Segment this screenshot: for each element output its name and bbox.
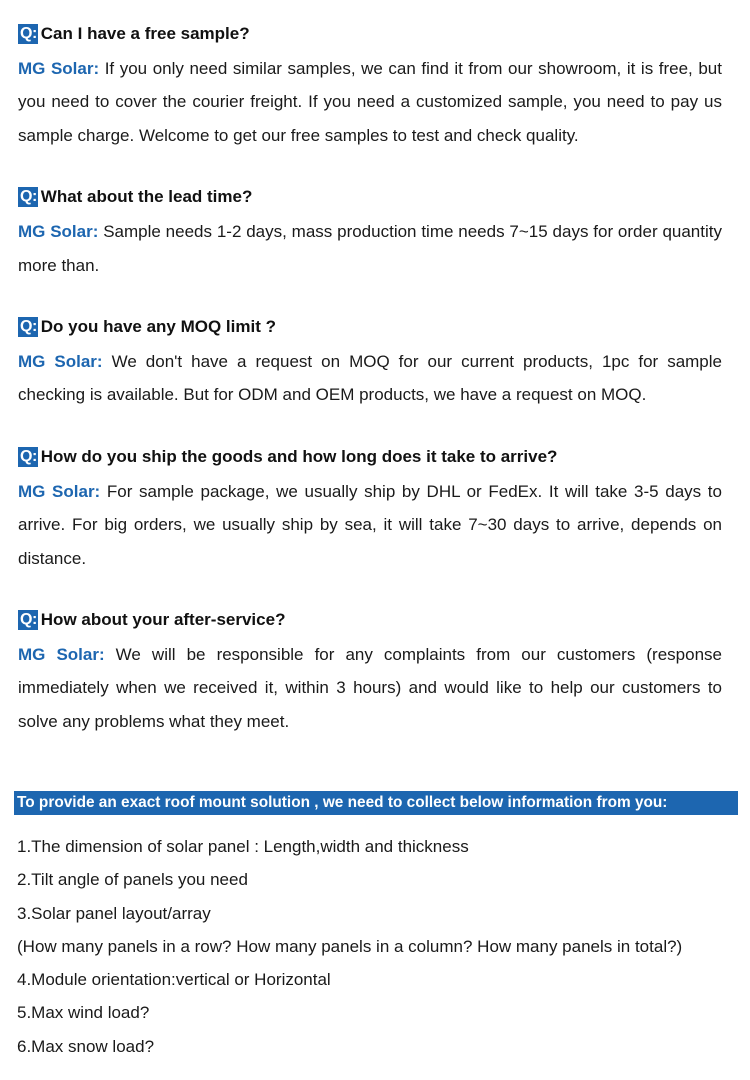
q-badge: Q: [20,447,37,465]
answer-text: We will be responsible for any complaints from our customers (response immediately when we received it, within 3 hours) and would like to help our customers to solve any problems what they meet. [18,645,722,731]
info-request-list [17,830,737,1063]
faq-answer [18,475,722,575]
list-item: 6.Max snow load? [17,1036,155,1056]
answer-text: For sample package, we usually ship by DHL or FedEx. It will take 3-5 days to arrive. For big orders, we usually ship by sea, it will take 7~30 days to arrive, depends on distance. [18,481,722,568]
faq-item-after-service [18,608,722,738]
list-item: 2.Tilt angle of panels you need [17,870,248,890]
faq-item-lead-time [18,185,722,282]
faq-item-free-sample [18,22,722,152]
list-item: 5.Max wind load? [17,1003,150,1023]
faq-item-moq [18,315,722,412]
faq-question [18,315,722,339]
q-badge: Q: [20,25,37,42]
question-text: Do you have any MOQ limit ? [40,317,276,337]
info-request-banner: To provide an exact roof mount solution , we need to collect below information from you: [14,791,738,815]
answer-label: MG Solar: [18,352,103,372]
faq-answer [18,638,722,738]
list-item: 3.Solar panel layout/array [17,903,211,923]
q-badge: Q: [20,318,37,336]
faq-question [18,22,722,46]
faq-question [18,185,722,209]
answer-text: If you only need similar samples, we can find it from our showroom, it is free, but you need to cover the courier freight. If you need a customized sample, you need to pay us sample charge. Welcome to get our free samples to test and check quality. [18,59,722,145]
answer-label: MG Solar: [18,481,101,501]
answer-text: We don't have a request on MOQ for our current products, 1pc for sample checking is available. But for ODM and OEM products, we have a request on MOQ. [18,352,722,405]
faq-list [18,22,722,771]
question-text: How about your after-service? [40,610,286,630]
list-item: (How many panels in a row? How many panels in a column? How many panels in total?) [17,936,683,956]
question-text: How do you ship the goods and how long does it take to arrive? [40,446,558,466]
answer-label: MG Solar: [18,222,99,242]
faq-question [18,445,722,469]
q-badge: Q: [20,188,37,206]
answer-text: Sample needs 1-2 days, mass production time needs 7~15 days for order quantity more than. [18,222,722,275]
faq-answer [18,345,722,412]
answer-label: MG Solar: [18,645,105,665]
faq-question [18,608,722,632]
list-item: 1.The dimension of solar panel : Length,width and thickness [17,837,469,856]
faq-answer [18,52,722,152]
question-text: What about the lead time? [40,187,253,207]
question-text: Can I have a free sample? [40,24,250,43]
answer-label: MG Solar: [18,59,100,78]
q-badge: Q: [20,611,37,629]
list-item: 4.Module orientation:vertical or Horizontal [17,970,331,990]
faq-answer [18,215,722,282]
faq-item-shipping [18,445,722,575]
